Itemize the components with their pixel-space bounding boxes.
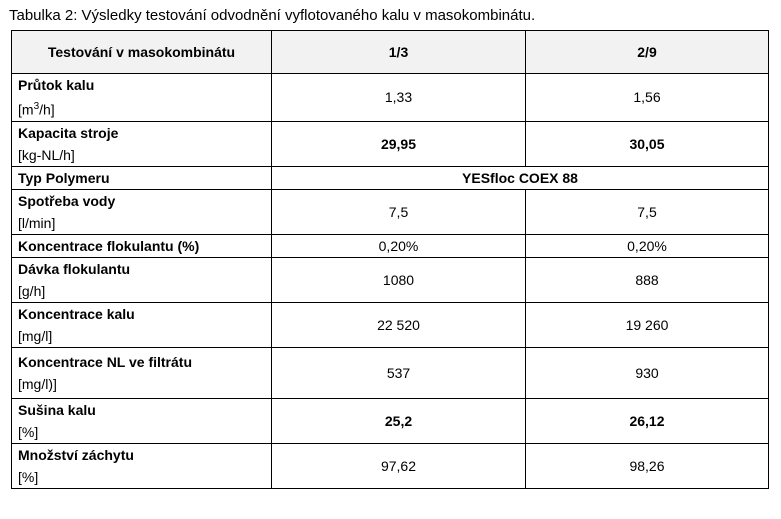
row-label — [12, 74, 272, 122]
value-1-3: 1,33 — [272, 74, 526, 122]
value-2-9: 26,12 — [526, 398, 769, 443]
table-row — [12, 74, 769, 122]
table-row — [12, 234, 769, 257]
row-label — [12, 257, 272, 302]
value-1-3: 0,20% — [272, 234, 526, 257]
header-2-9: 2/9 — [526, 31, 769, 74]
row-label — [12, 347, 272, 398]
row-name: Koncentrace NL ve filtrátu — [18, 353, 193, 370]
value-1-3: 537 — [272, 347, 526, 398]
table-row — [12, 257, 769, 302]
results-table — [11, 30, 769, 489]
value-1-3: 25,2 — [272, 398, 526, 443]
header-test: Testování v masokombinátu — [12, 31, 272, 74]
row-name: Sušina kalu — [18, 401, 96, 418]
row-unit: [mg/l)] — [18, 375, 57, 392]
row-label — [12, 443, 272, 488]
row-unit: [mg/l] — [18, 327, 53, 344]
row-name: Průtok kalu — [18, 77, 95, 93]
row-unit: [g/h] — [18, 282, 46, 299]
value-1-3: 22 520 — [272, 302, 526, 347]
row-name: Typ Polymeru — [18, 169, 110, 186]
row-unit: [kg-NL/h] — [18, 146, 75, 163]
value-1-3: 97,62 — [272, 443, 526, 488]
row-label — [12, 121, 272, 166]
table-row — [12, 443, 769, 488]
value-2-9: 30,05 — [526, 121, 769, 166]
table-row — [12, 398, 769, 443]
row-label — [12, 189, 272, 234]
row-unit: [%] — [18, 468, 39, 485]
row-label — [12, 302, 272, 347]
row-unit: [%] — [18, 423, 39, 440]
value-1-3: 1080 — [272, 257, 526, 302]
row-unit: [l/min] — [18, 214, 56, 231]
value-2-9: 888 — [526, 257, 769, 302]
row-name: Spotřeba vody — [18, 192, 116, 209]
value-2-9: 930 — [526, 347, 769, 398]
table-row — [12, 347, 769, 398]
row-name: Dávka flokulantu — [18, 260, 131, 277]
value-1-3: 29,95 — [272, 121, 526, 166]
table-row — [12, 166, 769, 189]
row-name: Koncentrace kalu — [18, 305, 135, 322]
row-label — [12, 398, 272, 443]
value-1-3: 7,5 — [272, 189, 526, 234]
value-2-9: 0,20% — [526, 234, 769, 257]
table-header-row — [12, 31, 769, 74]
table-row — [12, 302, 769, 347]
row-label — [12, 234, 272, 257]
table-caption: Tabulka 2: Výsledky testování odvodnění vyflotovaného kalu v masokombinátu. — [9, 7, 536, 24]
row-name: Koncentrace flokulantu (%) — [18, 237, 200, 254]
row-name: Množství záchytu — [18, 446, 134, 463]
row-name: Kapacita stroje — [18, 124, 119, 141]
row-unit: $[m^3/h]$ — [18, 101, 55, 118]
table-row — [12, 189, 769, 234]
value-2-9: 19 260 — [526, 302, 769, 347]
table-row — [12, 121, 769, 166]
value-2-9: 98,26 — [526, 443, 769, 488]
merged-value: YESfloc COEX 88 — [272, 166, 769, 189]
value-2-9: 7,5 — [526, 189, 769, 234]
header-1-3: 1/3 — [272, 31, 526, 74]
value-2-9: 1,56 — [526, 74, 769, 122]
row-label — [12, 166, 272, 189]
